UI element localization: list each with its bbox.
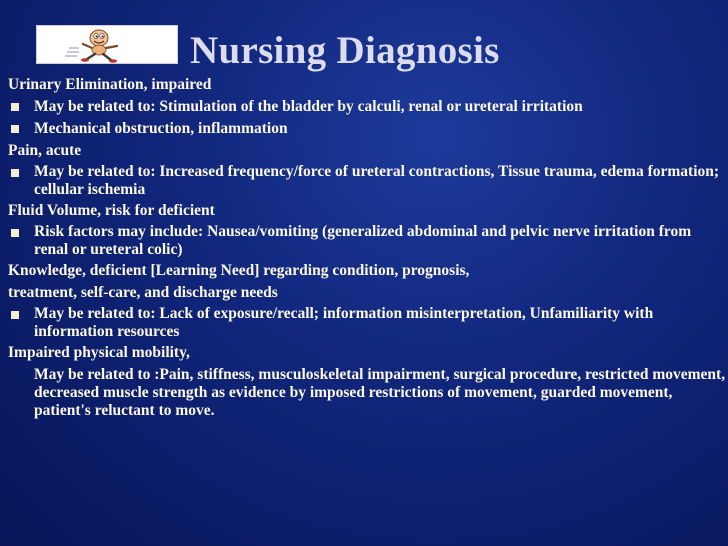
- square-bullet-icon: [11, 311, 19, 319]
- square-bullet-icon: [11, 125, 19, 133]
- title-area: [0, 20, 728, 80]
- bullet-text: May be related to: Stimulation of the bladder by calculi, renal or ureteral irritation: [34, 98, 583, 115]
- bullet-item: [8, 97, 726, 117]
- heading-pain-acute: Pain, acute: [8, 142, 82, 159]
- bullet-text: Mechanical obstruction, inflammation: [34, 120, 288, 137]
- bullet-item: [8, 223, 726, 259]
- heading-fluid-volume: Fluid Volume, risk for deficient: [8, 202, 215, 219]
- bullet-item: [8, 163, 726, 199]
- slide-title: Nursing Diagnosis: [190, 29, 500, 72]
- square-bullet-icon: [11, 229, 19, 237]
- bullet-text: May be related to: Lack of exposure/recall; information misinterpretation, Unfamiliarity with information resources: [34, 305, 654, 340]
- bullet-item: [8, 305, 726, 341]
- bullet-text: Risk factors may include: Nausea/vomiting (generalized abdominal and pelvic nerve irritation from renal or ureteral colic): [34, 223, 692, 258]
- bullet-item: [8, 119, 726, 139]
- heading-knowledge-deficient: Knowledge, deficient [Learning Need] regarding condition, prognosis,: [8, 262, 470, 279]
- mobility-detail-text: May be related to :Pain, stiffness, musculoskeletal impairment, surgical procedure, restricted movement, decreased muscle strength as evidence by imposed restrictions of movement, guarded movement, patient's reluctant to move.: [34, 366, 726, 419]
- square-bullet-icon: [11, 169, 19, 177]
- heading-impaired-mobility: Impaired physical mobility,: [8, 344, 190, 361]
- bullet-text: May be related to: Increased frequency/force of ureteral contractions, Tissue trauma, edema formation; cellular ischemia: [34, 163, 720, 198]
- logo-image: [36, 25, 178, 64]
- heading-urinary-elimination: Urinary Elimination, impaired: [8, 76, 212, 93]
- square-bullet-icon: [11, 103, 19, 111]
- cartoon-figure-icon: [37, 26, 177, 63]
- heading-knowledge-continued: treatment, self-care, and discharge needs: [8, 284, 278, 301]
- slide-content: [8, 75, 726, 420]
